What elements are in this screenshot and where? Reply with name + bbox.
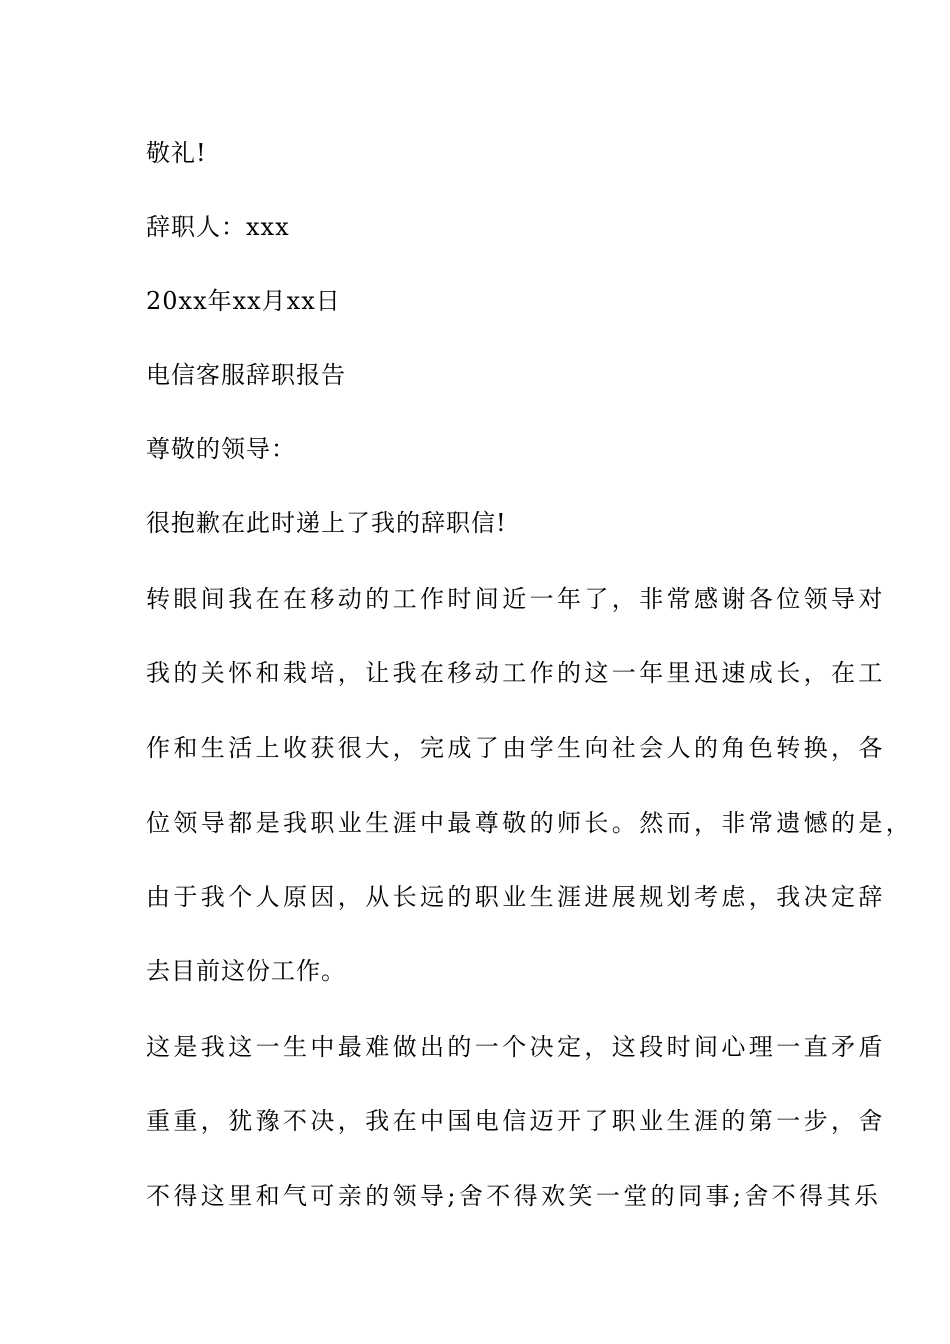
paragraph-2-line: 作和生活上收获很大，完成了由学生向社会人的角色转换，各 xyxy=(146,734,886,762)
salutation-line: 尊敬的领导： xyxy=(146,435,296,463)
paragraph-2-line: 去目前这份工作。 xyxy=(146,957,346,985)
paragraph-2-line: 我的关怀和栽培，让我在移动工作的这一年里迅速成长，在工 xyxy=(146,659,886,687)
paragraph-3-line: 不得这里和气可亲的领导;舍不得欢笑一堂的同事;舍不得其乐 xyxy=(146,1182,882,1210)
signature-line: 辞职人：xxx xyxy=(146,213,290,241)
paragraph-2-line: 转眼间我在在移动的工作时间近一年了，非常感谢各位领导对 xyxy=(146,585,886,613)
paragraph-3-line: 重重，犹豫不决，我在中国电信迈开了职业生涯的第一步，舍 xyxy=(146,1107,886,1135)
paragraph-3-line: 这是我这一生中最难做出的一个决定，这段时间心理一直矛盾 xyxy=(146,1033,886,1061)
date-line: 20xx年xx月xx日 xyxy=(146,287,341,315)
paragraph-2-line: 由于我个人原因，从长远的职业生涯进展规划考虑，我决定辞 xyxy=(146,883,886,911)
paragraph-2-line: 位领导都是我职业生涯中最尊敬的师长。然而，非常遗憾的是， xyxy=(146,809,914,837)
closing-line: 敬礼! xyxy=(146,139,207,167)
paragraph-1: 很抱歉在此时递上了我的辞职信! xyxy=(146,509,507,537)
document-title: 电信客服辞职报告 xyxy=(146,361,346,389)
